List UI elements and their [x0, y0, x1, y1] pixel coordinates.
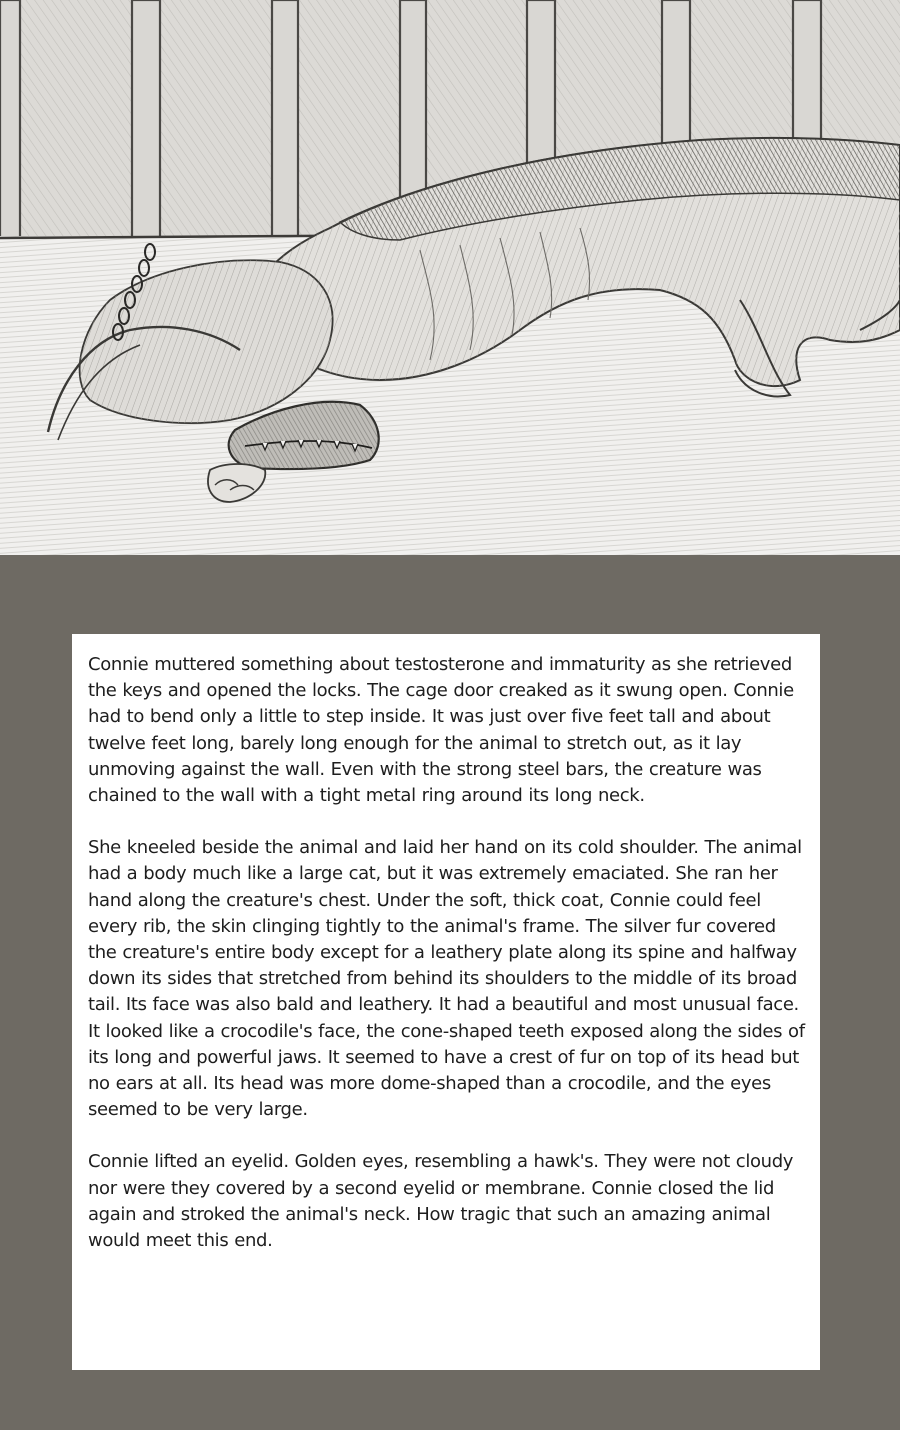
story-paragraph-1: Connie muttered something about testosterone and immaturity as she retrieved the keys and opened the locks. The cage door creaked as it swung open. Connie had to bend only a little to step inside. It was just over five feet tall and about twelve feet long, barely long enough for the animal to stretch out, as it lay unmoving against the wall. Even with the strong steel bars, the creature was chained to the wall with a tight metal ring around its long neck. — [88, 654, 794, 807]
story-text-panel — [72, 634, 820, 1370]
story-paragraph-3: Connie lifted an eyelid. Golden eyes, resembling a hawk's. They were not cloudy nor were they covered by a second eyelid or membrane. Connie closed the lid again and stroked the animal's neck. How tragic that such an amazing animal would meet this end. — [88, 1151, 794, 1252]
creature-sketch-illustration — [0, 0, 900, 555]
sketch-canvas — [0, 0, 900, 555]
story-paragraph-2: She kneeled beside the animal and laid her hand on its cold shoulder. The animal had a body much like a large cat, but it was extremely emaciated. She ran her hand along the creature's chest. Under the soft, thick coat, Connie could feel every rib, the skin clinging tightly to the animal's frame. The silver fur covered the creature's entire body except for a leathery plate along its spine and halfway down its sides that stretched from behind its shoulders to the middle of its broad tail. Its face was also bald and leathery. It had a beautiful and most unusual face. It looked like a crocodile's face, the cone-shaped teeth exposed along the sides of its long and powerful jaws. It seemed to have a crest of fur on top of its head but no ears at all. Its head was more dome-shaped than a crocodile, and the eyes seemed to be very large. — [88, 837, 805, 1121]
